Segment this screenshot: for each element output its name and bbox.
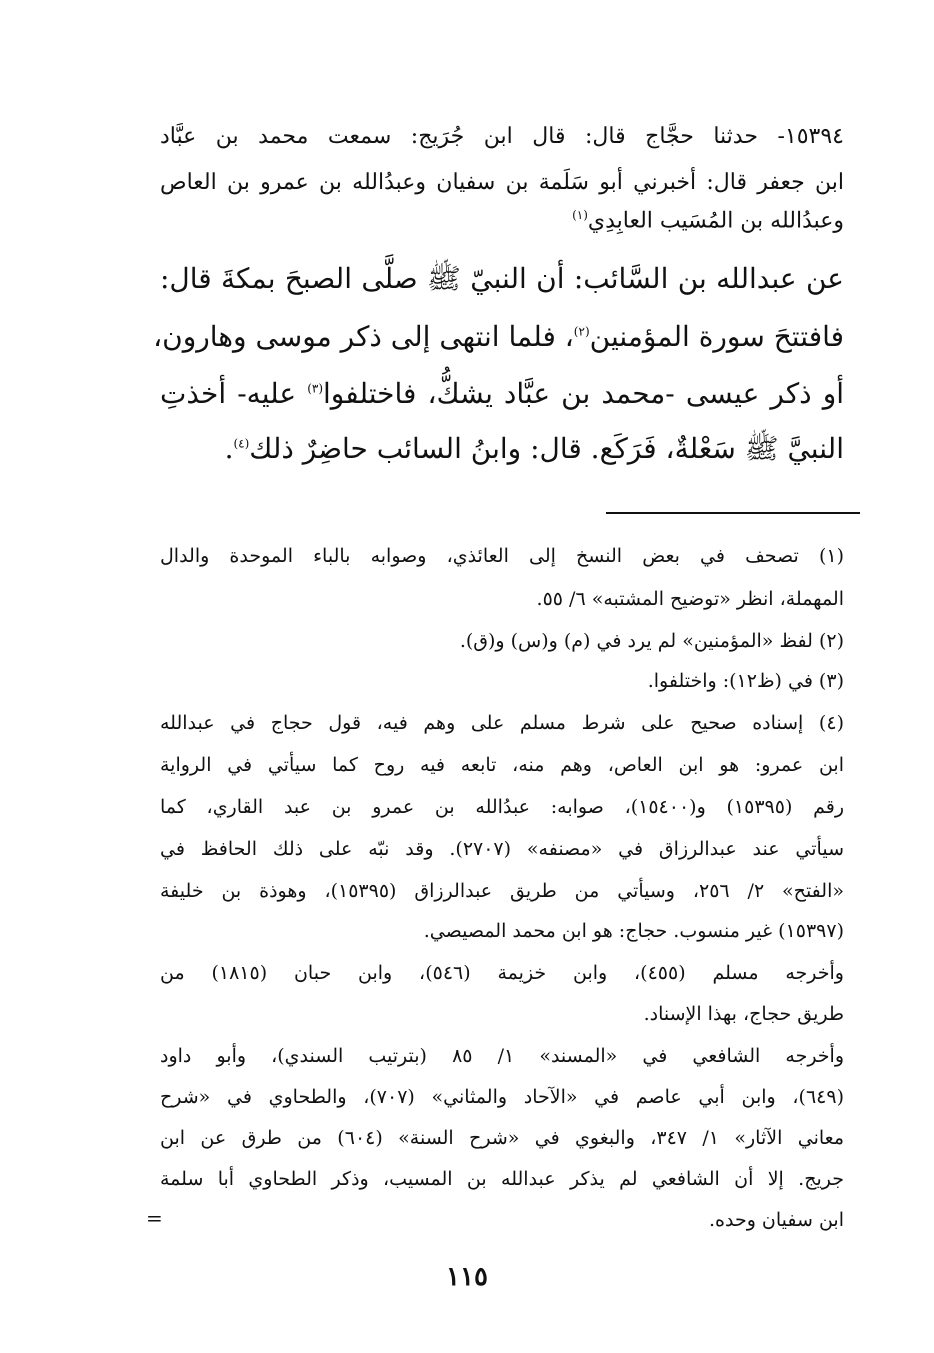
matn-line-3 (160, 377, 844, 410)
note-ref-1: (١) (572, 208, 588, 222)
footnote-4-line-4: سيأتي عند عبدالرزاق في «مصنفه» (٢٧٠٧). وقد نبّه على ذلك الحافظ في (160, 838, 844, 860)
matn-line-4 (160, 432, 844, 472)
footnote-para3-line-1: وأخرجه الشافعي في «المسند» ١/ ٨٥ (بترتيب السندي)، وأبو داود (160, 1045, 844, 1067)
footnote-4-line-6: (١٥٣٩٧) غير منسوب. حجاج: هو ابن محمد المصيصي. (423, 920, 844, 942)
matn-line-2a: فافتتحَ سورة المؤمنين (589, 320, 844, 353)
matn-line-2b: ، فلما انتهى إلى ذكر موسى وهارون، (153, 320, 574, 353)
footnote-3: (٣) في (ظ١٢): واختلفوا. (647, 670, 844, 692)
footnote-4-line-1: (٤) إسناده صحيح على شرط مسلم على وهم فيه، قول حجاج في عبدالله (160, 712, 844, 734)
matn-end: . (224, 432, 234, 465)
footnote-para2-line-1: وأخرجه مسلم (٤٥٥)، وابن خزيمة (٥٤٦)، وابن حبان (١٨١٥) من (160, 962, 844, 984)
isnad-line-3-text: وعبدُالله بن المُسَيب العابِدِي (587, 208, 844, 234)
matn-line-4-text: النبيَّ ﷺ سَعْلةٌ، فَرَكَع. قال: وابنُ السائب حاضِرٌ ذلك (249, 432, 844, 465)
footnote-4-line-5: «الفتح» ٢/ ٢٥٦، وسيأتي من طريق عبدالرزاق (١٥٣٩٥)، وهوذة بن خليفة (160, 880, 844, 902)
footnote-1-line-2: المهملة، انظر «توضيح المشتبه» ٦/ ٥٥. (536, 588, 844, 610)
footnote-para3-line-4: جريج. إلا أن الشافعي لم يذكر عبدالله بن المسيب، وذكر الطحاوي أبا سلمة (160, 1168, 844, 1190)
matn-line-2 (153, 320, 844, 353)
matn-line-3a: أو ذكر عيسى -محمد بن عبَّاد يشكُّ، فاختلفوا (323, 377, 845, 410)
footnote-1-line-1: (١) تصحف في بعض النسخ إلى العائذي، وصوابه بالباء الموحدة والدال (160, 545, 844, 567)
footnote-4-line-2: ابن عمرو: هو ابن العاص، وهم منه، تابعه فيه روح كما سيأتي في الرواية (160, 754, 844, 776)
note-ref-4: (٤) (233, 436, 250, 451)
matn-line-3b: عليه- أخذتِ (160, 377, 308, 410)
page-number: ١١٥ (446, 1262, 488, 1292)
isnad-line-2: ابن جعفر قال: أخبرني أبو سَلَمة بن سفيان وعبدُالله بن عمرو بن العاص (160, 170, 844, 195)
matn-line-1: عن عبدالله بن السَّائب: أن النبيّ ﷺ صلَّى الصبحَ بمكةَ قال: (160, 262, 844, 295)
footnote-4-line-3: رقم (١٥٣٩٥) و(١٥٤٠٠)، صوابه: عبدُالله بن عمرو بن عبد القاري، كما (160, 796, 845, 818)
note-ref-2: (٢) (573, 324, 590, 339)
footnote-separator (606, 512, 860, 514)
footnote-para2-line-2: طريق حجاج، بهذا الإسناد. (643, 1003, 844, 1025)
note-ref-3: (٣) (307, 381, 324, 396)
continuation-mark: = (146, 1206, 163, 1230)
isnad-line-1: ١٥٣٩٤- حدثنا حجَّاج قال: قال ابن جُرَيج: سمعت محمد بن عبَّاد (160, 124, 844, 149)
isnad-line-3 (160, 208, 844, 233)
footnote-para3-line-2: (٦٤٩)، وابن أبي عاصم في «الآحاد والمثاني» (٧٠٧)، والطحاوي في «شرح (160, 1086, 844, 1108)
footnote-para3-line-3: معاني الآثار» ١/ ٣٤٧، والبغوي في «شرح السنة» (٦٠٤) من طرق عن ابن (160, 1127, 844, 1149)
footnote-2: (٢) لفظ «المؤمنين» لم يرد في (م) و(س) و(ق). (459, 630, 844, 652)
footnote-para3-line-5: ابن سفيان وحده. (708, 1209, 844, 1231)
